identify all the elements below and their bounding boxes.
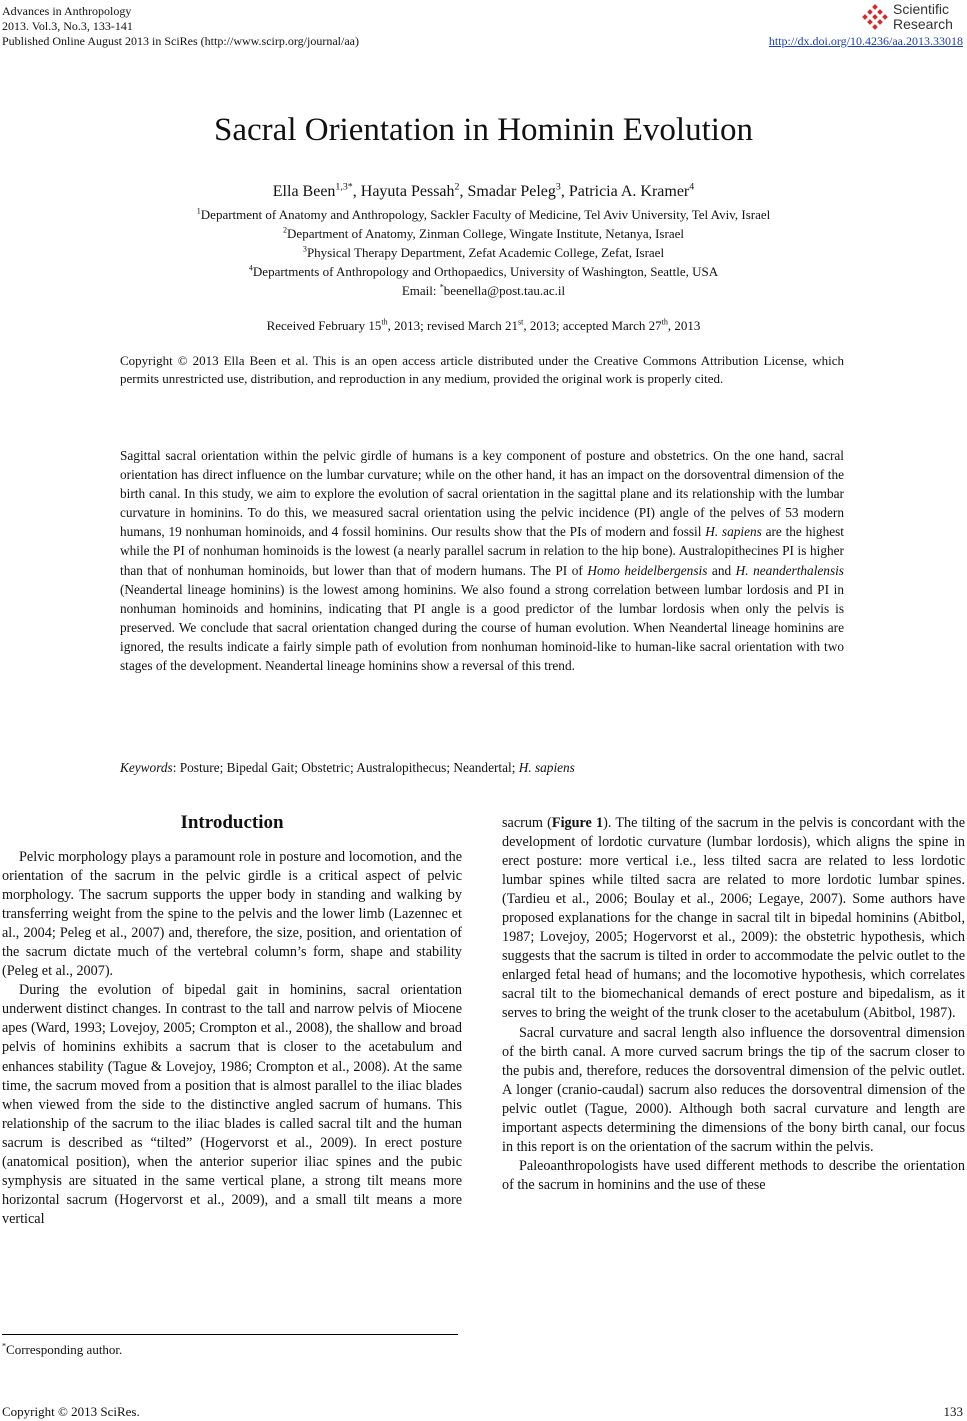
author-sup: 2 (454, 181, 460, 193)
author-name: Smadar Peleg (467, 183, 556, 200)
scientific-research-logo (859, 2, 959, 36)
affiliation: $^1$Department of Anatomy and Anthropology, Sackler Faculty of Medicine, Tel Aviv University, Tel Aviv, Israel (196, 206, 771, 222)
logo-diamond-icon (859, 4, 891, 34)
footer-copyright: Copyright © 2013 SciRes. (2, 1404, 140, 1419)
running-header (2, 4, 359, 49)
keywords: Keywords: Posture; Bipedal Gait; Obstetric; Australopithecus; Neandertal; H. sapiens (120, 760, 575, 775)
footnote-divider (2, 1334, 458, 1335)
affiliation: $^4$Departments of Anthropology and Orthopaedics, University of Washington, Seattle, USA (248, 263, 719, 279)
logo-line-1: Scientific (893, 1, 950, 17)
paper-title: Sacral Orientation in Hominin Evolution (214, 112, 753, 148)
author-name: Patricia A. Kramer (568, 183, 690, 200)
published-info: Published Online August 2013 in SciRes (http://www.scirp.org/journal/aa) (2, 34, 359, 48)
footnote: *Corresponding author. (2, 1341, 123, 1357)
paragraph: Paleoanthropologists have used different methods to describe the orientation of the sacrum in hominins and the use of these (502, 1157, 965, 1193)
logo-line-2: Research (893, 16, 953, 32)
page-number: 133 (943, 1404, 963, 1419)
email-line: Email: *beenella@post.tau.ac.il (401, 282, 566, 298)
affiliation: $^3$Physical Therapy Department, Zefat Academic College, Zefat, Israel (302, 244, 665, 260)
author-list: Ella Been$^{1,3*}$, Hayuta Pessah$^2$, Smadar Peleg$^3$, Patricia A. Kramer$^4$ (272, 181, 695, 200)
abstract: Sagittal sacral orientation within the pelvic girdle of humans is a key component of posture and obstetrics. On the one hand, sacral orientation has direct influence on the lumbar curvature; while on the other hand, it has an impact on the dorsoventral dimension of the birth canal. In this study, we aim to explore the evolution of sacral orientation in the sagittal plane and its relationship with the lumbar curvature in hominins. To do this, we measured sacral orientation using the pelvic incidence (PI) angle of the pelves of 53 modern humans, 19 nonhuman hominoids, and 4 fossil hominins. Our results show that the PIs of modern and fossil H. sapiens are the highest while the PI of nonhuman hominoids is the lowest (a nearly parallel sacrum in relation to the hip bone). Australopithecines PI is higher than that of nonhuman hominoids, but lower than that of modern humans. The PI of Homo heidelbergensis and H. neanderthalensis (Neandertal lineage hominins) is the lowest among hominins. We also found a strong correlation between lumbar lordosis and PI in nonhuman hominoids and hominins, indicating that PI angle is a good predictor of the lumbar lordosis when only the pelvis is preserved. We conclude that sacral orientation changed during the course of human evolution. When Neandertal lineage hominins are ignored, the results indicate a fairly simple path of evolution from nonhuman hominoid-like to human-like sacral orientation with two stages of the development. Neandertal lineage hominins show a reversal of this trend. (120, 448, 844, 674)
email-address[interactable]: beenella@post.tau.ac.il (443, 283, 566, 298)
paragraph: Pelvic morphology plays a paramount role in posture and locomotion, and the orientation of the sacrum in the pelvic girdle is a critical aspect of pelvic morphology. The sacrum supports the upper body in standing and walking by transferring weight from the spine to the pelvis and the lower limb (Lazennec et al., 2004; Peleg et al., 2007) and, therefore, the size, position, and orientation of the sacrum dictate much of the vertebral column’s form, shape and stability (Peleg et al., 2007). (2, 849, 462, 980)
author-name: Ella Been (272, 183, 336, 200)
copyright-notice: Copyright © 2013 Ella Been et al. This is an open access article distributed under the Creative Commons Attribution License, which permits unrestricted use, distribution, and reproduction in any medium, provided the original work is properly cited. (120, 353, 844, 386)
paragraph: During the evolution of bipedal gait in hominins, sacral orientation underwent distinct changes. In contrast to the tall and narrow pelvis of Miocene apes (Ward, 1993; Lovejoy, 2005; Crompton et al., 2008), the shallow and broad pelvis of hominins exhibits a sacrum that is closer to the acetabulum and enhances stability (Tague & Lovejoy, 1986; Crompton et al., 2008). At the same time, the sacrum moved from a position that is almost parallel to the iliac blades when viewed from the side to the distinctive angled sacrum of humans. This relationship of the sacrum to the iliac blades is called sacral tilt and the human sacrum is described as “tilted” (Hogervorst et al., 2009). In erect posture (anatomical position), when the anterior superior iliac spines and the pubic symphysis are situated in the same vertical plane, a strong tilt means more horizontal sacrum (Hogervorst et al., 2009), and a small tilt means a more vertical (2, 982, 462, 1227)
section-heading-introduction: Introduction (180, 812, 284, 833)
author-sup: 4 (689, 181, 695, 193)
journal-name: Advances in Anthropology (2, 4, 132, 18)
paragraph: sacrum (Figure 1). The tilting of the sacrum in the pelvis is concordant with the development of lordotic curvature (lumbar lordosis), which aligns the spine in erect posture: more vertical i.e., less tilted sacra are related to less lordotic lumbar spines while tilted sacra are related to more lordotic lumbar spines. (Tardieu et al., 2006; Boulay et al., 2006; Legaye, 2007). Some authors have proposed explanations for the change in sacral tilt in bipedal hominins (Abitbol, 1987; Lovejoy, 2005; Hogervorst et al., 2009): the obstetric hypothesis, which suggests that the sacrum is tilted in order to accommodate the pelvic outlet to the enlarged fetal head of humans; and the locomotive hypothesis, which correlates sacral tilt to the biomechanical demands of erect posture and bipedalism, as it serves to bring the weight of the trunk closer to the acetabulum (Abitbol, 1987). (502, 815, 965, 1022)
affiliation: $^2$Department of Anatomy, Zinman College, Wingate Institute, Netanya, Israel (283, 225, 684, 241)
author-sup: 3 (555, 181, 561, 193)
volume-info: 2013. Vol.3, No.3, 133-141 (2, 19, 133, 33)
author-sup: 1,3* (335, 181, 353, 193)
author-name: Hayuta Pessah (360, 183, 455, 200)
body-right-column (502, 814, 965, 1195)
received-dates: Received February 15th, 2013; revised March 21st, 2013; accepted March 27th, 2013 (266, 317, 701, 333)
doi-link[interactable]: http://dx.doi.org/10.4236/aa.2013.33018 (768, 34, 963, 48)
body-left-column (2, 848, 462, 1229)
paragraph: Sacral curvature and sacral length also influence the dorsoventral dimension of the birth canal. A more curved sacrum brings the tip of the sacrum closer to the pubis and, therefore, reduces the dorsoventral dimension of the pelvic outlet. A longer (cranio-caudal) sacrum also reduces the dorsoventral dimension of the pelvic outlet (Tague, 2000). Although both sacral curvature and length are important aspects determining the dimensions of the bony birth canal, our focus in this report is on the orientation of the sacrum within the pelvis. (502, 1024, 965, 1155)
figure-reference[interactable]: Figure 1 (551, 815, 604, 831)
